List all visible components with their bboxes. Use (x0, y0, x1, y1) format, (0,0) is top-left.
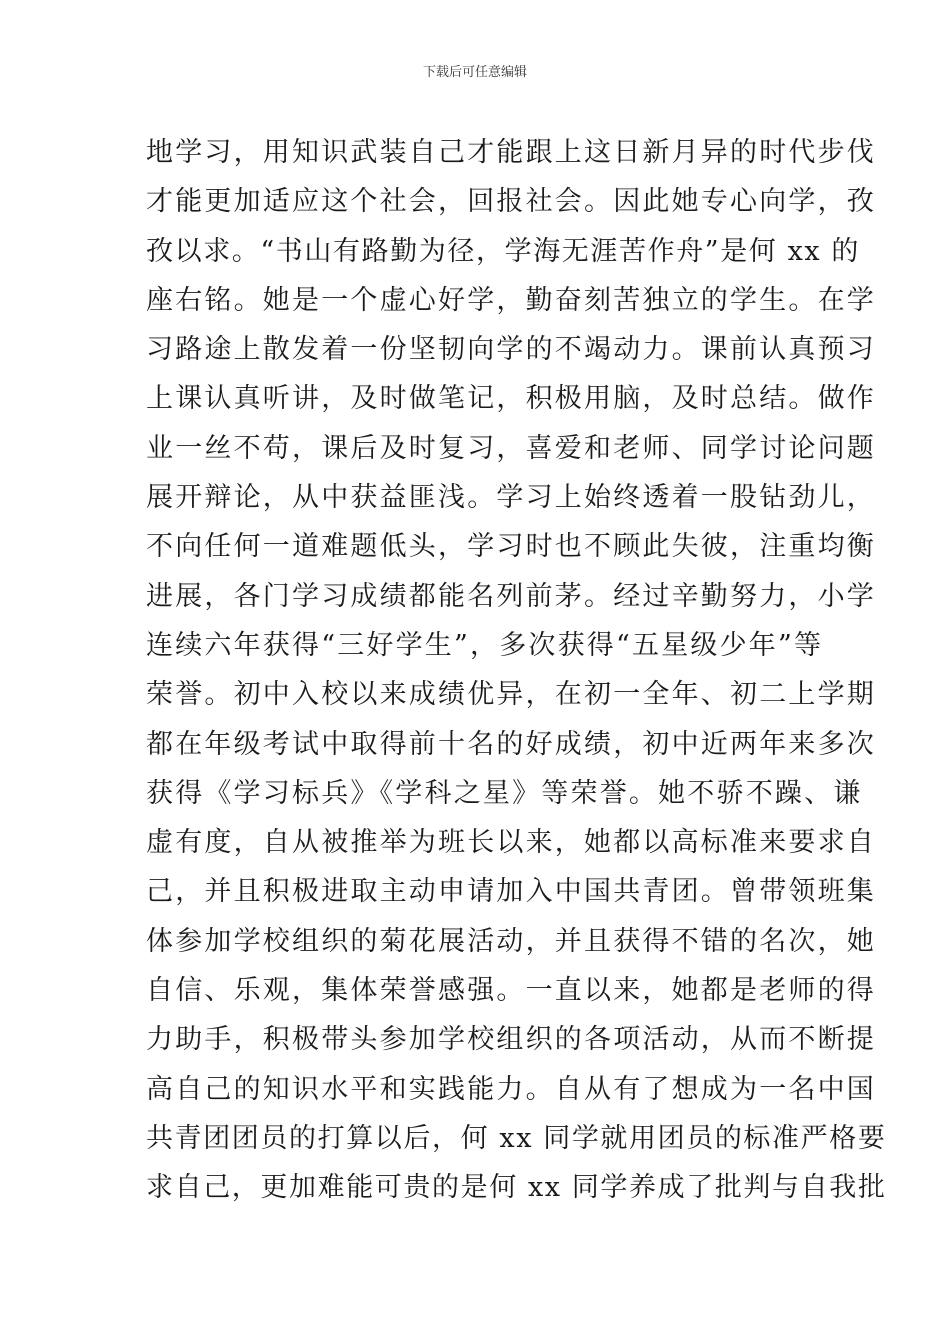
text-line: 连续六年获得“三好学生”，多次获得“五星级少年”等 (146, 629, 824, 661)
text-line: 力助手，积极带头参加学校组织的各项活动，从而不断提 (146, 1024, 876, 1056)
text-line: 都在年级考试中取得前十名的好成绩，初中近两年来多次 (146, 728, 876, 760)
text-line: 才能更加适应这个社会，回报社会。因此她专心向学，孜 (146, 186, 876, 218)
text-line: 进展，各门学习成绩都能名列前茅。经过辛勤努力，小学 (146, 580, 876, 612)
text-line: 不向任何一道难题低头，学习时也不顾此失彼，注重均衡 (146, 531, 876, 563)
text-line: 求自己，更加难能可贵的是何 xx 同学养成了批判与自我批 (146, 1172, 887, 1204)
text-line: 地学习，用知识武装自己才能跟上这日新月异的时代步伐 (146, 137, 876, 168)
body-text (146, 128, 887, 1213)
text-line: 体参加学校组织的菊花展活动，并且获得不错的名次，她 (146, 925, 876, 957)
text-line: 获得《学习标兵》《学科之星》等荣誉。她不骄不躁、谦 (146, 777, 863, 809)
text-line: 习路途上散发着一份坚韧向学的不竭动力。课前认真预习 (146, 334, 876, 366)
text-line: 孜以求。“书山有路勤为径，学海无涯苦作舟”是何 xx 的 (146, 235, 861, 267)
text-line: 上课认真听讲，及时做笔记，积极用脑，及时总结。做作 (146, 383, 876, 415)
text-line: 荣誉。初中入校以来成绩优异，在初一全年、初二上学期 (146, 679, 876, 711)
text-line: 业一丝不苟，课后及时复习，喜爱和老师、同学讨论问题 (146, 432, 876, 464)
text-line: 自信、乐观，集体荣誉感强。一直以来，她都是老师的得 (146, 975, 876, 1007)
page-header: 下载后可任意编辑 (422, 65, 527, 80)
text-line: 展开辩论，从中获益匪浅。学习上始终透着一股钻劲儿， (146, 482, 876, 514)
text-line: 座右铭。她是一个虚心好学，勤奋刻苦独立的学生。在学 (146, 284, 876, 316)
text-line: 高自己的知识水平和实践能力。自从有了想成为一名中国 (146, 1073, 876, 1105)
text-line: 共青团团员的打算以后，何 xx 同学就用团员的标准严格要 (146, 1122, 887, 1154)
text-line: 虚有度，自从被推举为班长以来，她都以高标准来要求自 (146, 827, 876, 859)
text-line: 己，并且积极进取主动申请加入中国共青团。曾带领班集 (146, 876, 876, 908)
